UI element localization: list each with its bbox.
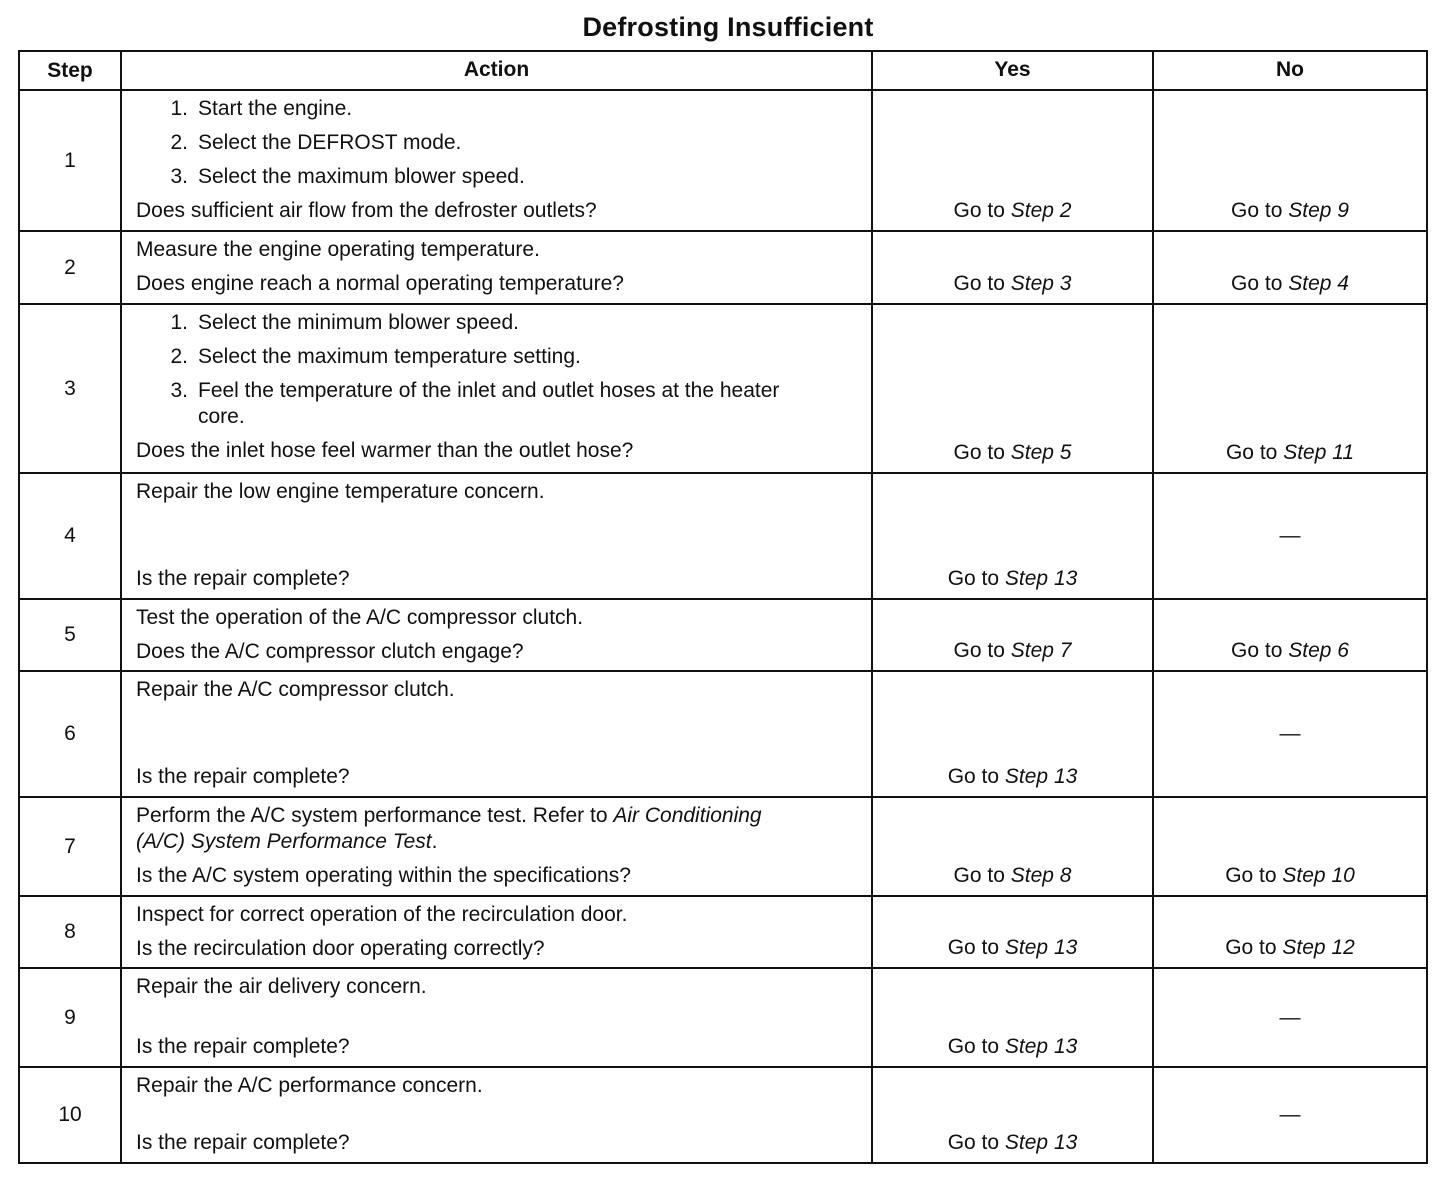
table-row [20,303,1426,472]
action-cell [120,798,871,895]
no-cell [1152,798,1426,895]
step-number: 10 [58,1103,82,1126]
action-text: Repair the air delivery concern. [136,975,427,998]
action-question: Is the repair complete? [136,567,350,590]
action-step-item: 3. Select the maximum blower speed. [170,165,525,188]
yes-go-to: Go to Step 2 [953,199,1072,222]
no-dash: — [1279,1005,1301,1029]
no-cell [1152,91,1426,230]
action-cell [120,232,871,303]
step-number: 3 [64,376,76,400]
no-cell [1152,474,1426,598]
action-text: Repair the A/C compressor clutch. [136,678,455,701]
table-row [20,598,1426,670]
step-number: 5 [64,623,76,646]
yes-go-to: Go to Step 13 [947,936,1078,959]
action-question: Does the inlet hose feel warmer than the outlet hose? [136,439,634,462]
yes-go-to: Go to Step 13 [947,1131,1078,1154]
action-text: Repair the low engine temperature concern. [136,480,545,503]
no-cell [1152,897,1426,967]
yes-cell [871,600,1152,670]
no-dash: — [1279,524,1301,547]
no-go-to: Go to Step 12 [1225,936,1355,959]
no-go-to: Go to Step 4 [1231,272,1349,295]
yes-cell [871,91,1152,230]
yes-cell [871,897,1152,967]
yes-go-to: Go to Step 5 [953,441,1072,464]
table-row [20,967,1426,1066]
no-dash: — [1279,1103,1301,1126]
action-text: Measure the engine operating temperature. [136,238,540,261]
action-text: Repair the A/C performance concern. [136,1074,483,1097]
no-cell [1152,305,1426,472]
table-header-row [20,52,1426,89]
action-steps [136,92,861,194]
action-question: Is the repair complete? [136,765,350,788]
yes-cell [871,672,1152,796]
action-step-item: 2. Select the DEFROST mode. [170,131,462,154]
action-question: Does the A/C compressor clutch engage? [136,640,524,663]
action-question: Is the A/C system operating within the specifications? [136,864,631,887]
yes-cell [871,969,1152,1066]
no-cell [1152,600,1426,670]
action-question: Is the recirculation door operating correctly? [136,937,545,960]
table-row [20,895,1426,967]
action-cell [120,672,871,796]
no-cell [1152,232,1426,303]
action-question: Is the repair complete? [136,1131,350,1154]
action-text: Perform the A/C system performance test. Refer to Air Conditioning (A/C) System Performance Test. [136,804,762,853]
action-text: Inspect for correct operation of the recirculation door. [136,903,628,926]
action-step-item: 3. Feel the temperature of the inlet and outlet hoses at the heater core. [170,379,780,428]
action-cell [120,474,871,598]
no-dash: — [1279,722,1301,745]
no-go-to: Go to Step 11 [1225,441,1355,464]
header-yes: Yes [871,52,1152,89]
no-cell [1152,1068,1426,1162]
no-cell [1152,969,1426,1066]
action-steps [136,306,861,434]
step-number: 1 [64,148,76,172]
action-question: Is the repair complete? [136,1035,350,1058]
no-go-to: Go to Step 9 [1231,199,1349,222]
yes-go-to: Go to Step 13 [947,765,1078,788]
action-cell [120,969,871,1066]
yes-go-to: Go to Step 13 [947,1035,1078,1058]
yes-go-to: Go to Step 13 [947,567,1078,590]
diagnostic-table [18,50,1428,1164]
action-cell [120,1068,871,1162]
step-number: 2 [64,255,76,279]
step-number: 7 [64,834,76,858]
action-cell [120,897,871,967]
action-step-item: 1. Select the minimum blower speed. [170,311,519,334]
no-go-to: Go to Step 10 [1225,864,1355,887]
yes-go-to: Go to Step 8 [953,864,1072,887]
yes-cell [871,305,1152,472]
action-step-item: 2. Select the maximum temperature setting. [170,345,581,368]
step-number: 9 [64,1005,76,1029]
no-go-to: Go to Step 6 [1231,639,1349,662]
no-cell [1152,672,1426,796]
document-title: Defrosting Insufficient [582,12,874,42]
step-number: 6 [64,722,76,745]
action-question: Does sufficient air flow from the defroster outlets? [136,199,597,222]
table-row [20,796,1426,895]
action-step-item: 1. Start the engine. [170,97,353,120]
yes-cell [871,474,1152,598]
yes-cell [871,232,1152,303]
yes-cell [871,1068,1152,1162]
reference-link-text: Air Conditioning (A/C) System Performance Test [136,804,762,853]
header-action: Action [120,52,871,89]
action-text: Test the operation of the A/C compressor clutch. [136,606,584,629]
table-row [20,230,1426,303]
step-number: 8 [64,920,76,943]
table-row [20,1066,1426,1162]
header-no: No [1152,52,1426,89]
action-cell [120,91,871,230]
table-row [20,472,1426,598]
action-cell [120,305,871,472]
yes-cell [871,798,1152,895]
action-question: Does engine reach a normal operating temperature? [136,272,624,295]
table-row [20,89,1426,230]
step-number: 4 [64,524,76,547]
header-step: Step [47,59,93,82]
yes-go-to: Go to Step 3 [953,272,1072,295]
yes-go-to: Go to Step 7 [953,639,1072,662]
table-row [20,670,1426,796]
action-cell [120,600,871,670]
